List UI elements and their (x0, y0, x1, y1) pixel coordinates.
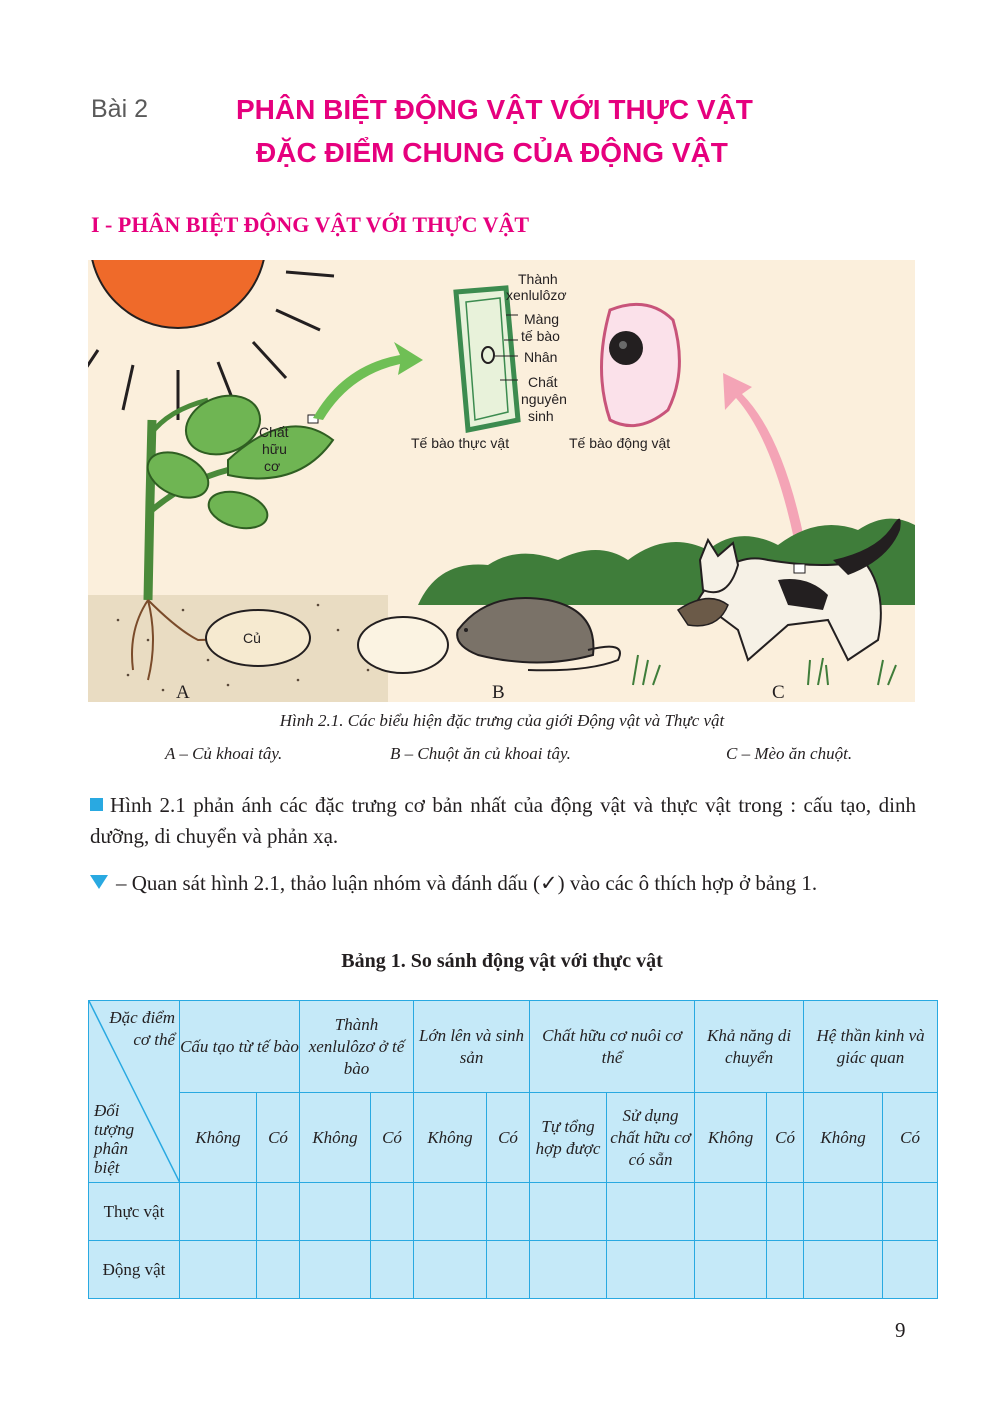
answer-cell[interactable] (530, 1183, 607, 1241)
figure-letter-b: B (492, 682, 505, 702)
figure-subcaption-b: B – Chuột ăn củ khoai tây. (390, 744, 571, 763)
corner-bottom-label: Đối tượng phân biệt (94, 1101, 135, 1177)
answer-cell[interactable] (180, 1183, 257, 1241)
group-header-cellulose-wall: Thành xenlulôzơ ở tế bào (300, 1001, 414, 1093)
square-bullet-icon (90, 798, 103, 811)
subheader-cell: Không (180, 1093, 257, 1183)
subheader-cell: Không (695, 1093, 767, 1183)
table-caption: Bảng 1. So sánh động vật với thực vật (341, 950, 663, 972)
answer-cell[interactable] (767, 1241, 804, 1299)
corner-top-label: Đặc điểm cơ thể (109, 1008, 175, 1049)
label-organic-1: Chất (259, 424, 289, 440)
table-row (89, 1183, 938, 1241)
group-header-growth: Lớn lên và sinh sản (414, 1001, 530, 1093)
paragraph-1-text: Hình 2.1 phản ánh các đặc trưng cơ bản nhất của động vật và thực vật trong : cấu tạo, dinh dưỡng, di chuyển và phản xạ. (90, 793, 916, 848)
comparison-table (88, 1000, 938, 1299)
label-organic-2: hữu (262, 441, 287, 457)
answer-cell[interactable] (414, 1183, 487, 1241)
answer-cell[interactable] (371, 1241, 414, 1299)
potato (358, 617, 448, 673)
subheader-cell: Sử dụng chất hữu cơ có sẵn (607, 1093, 695, 1183)
group-header-nervous-system: Hệ thần kinh và giác quan (804, 1001, 938, 1093)
lesson-title-line1: PHÂN BIỆT ĐỘNG VẬT VỚI THỰC VẬT (236, 94, 753, 125)
label-protoplasm-1: Chất (528, 374, 558, 390)
figure-letter-a: A (176, 682, 190, 702)
figure-subcaption-a: A – Củ khoai tây. (165, 744, 283, 763)
label-nucleus: Nhân (524, 349, 558, 365)
animal-cell-illustration (602, 304, 680, 425)
figure-letter-c: C (772, 682, 785, 702)
plant-cell-illustration (456, 288, 518, 430)
row-label-plant: Thực vật (89, 1183, 180, 1241)
lesson-title-line2: ĐẶC ĐIỂM CHUNG CỦA ĐỘNG VẬT (256, 137, 728, 168)
subheader-cell: Có (883, 1093, 938, 1183)
subheader-cell: Có (371, 1093, 414, 1183)
subheader-cell: Có (257, 1093, 300, 1183)
answer-cell[interactable] (487, 1241, 530, 1299)
answer-cell[interactable] (804, 1183, 883, 1241)
subheader-cell: Tự tổng hợp được (530, 1093, 607, 1183)
label-protoplasm-3: sinh (528, 408, 554, 424)
label-membrane-1: Màng (524, 311, 560, 327)
answer-cell[interactable] (607, 1183, 695, 1241)
answer-cell[interactable] (767, 1183, 804, 1241)
subheader-cell: Không (414, 1093, 487, 1183)
answer-cell[interactable] (695, 1241, 767, 1299)
answer-cell[interactable] (530, 1241, 607, 1299)
label-tuber: Củ (243, 630, 261, 646)
answer-cell[interactable] (257, 1241, 300, 1299)
answer-cell[interactable] (883, 1241, 938, 1299)
paragraph-2 (90, 868, 916, 899)
label-protoplasm-2: nguyên (521, 391, 567, 407)
answer-cell[interactable] (371, 1183, 414, 1241)
arrow-to-plant-cell (313, 342, 423, 420)
paragraph-2-text: – Quan sát hình 2.1, thảo luận nhóm và đánh dấu (✓) vào các ô thích hợp ở bảng 1. (116, 871, 818, 895)
figure-subcaption-c: C – Mèo ăn chuột. (726, 744, 853, 763)
subheader-cell: Có (767, 1093, 804, 1183)
answer-cell[interactable] (300, 1183, 371, 1241)
lesson-number: Bài 2 (91, 95, 148, 123)
subheader-cell: Không (300, 1093, 371, 1183)
label-animal-cell: Tế bào động vật (569, 435, 671, 451)
answer-cell[interactable] (414, 1241, 487, 1299)
figure-illustration (88, 260, 915, 702)
page-number: 9 (895, 1318, 906, 1342)
figure-caption: Hình 2.1. Các biểu hiện đặc trưng của giới Động vật và Thực vật (279, 711, 725, 730)
label-cell-wall-2: xenlulôzơ (506, 287, 567, 303)
group-header-mobility: Khả năng di chuyển (695, 1001, 804, 1093)
answer-cell[interactable] (487, 1183, 530, 1241)
answer-cell[interactable] (180, 1241, 257, 1299)
figure-2-1 (88, 260, 915, 702)
answer-cell[interactable] (257, 1183, 300, 1241)
paragraph-1 (90, 790, 916, 852)
group-header-organic-matter: Chất hữu cơ nuôi cơ thể (530, 1001, 695, 1093)
sun-icon (88, 260, 334, 420)
table-row (89, 1241, 938, 1299)
answer-cell[interactable] (804, 1241, 883, 1299)
triangle-bullet-icon (90, 875, 108, 889)
label-membrane-2: tế bào (521, 328, 560, 344)
subheader-cell: Có (487, 1093, 530, 1183)
group-header-cell-structure: Cấu tạo từ tế bào (180, 1001, 300, 1093)
subheader-cell: Không (804, 1093, 883, 1183)
answer-cell[interactable] (883, 1183, 938, 1241)
answer-cell[interactable] (695, 1183, 767, 1241)
label-organic-3: cơ (264, 458, 281, 474)
label-plant-cell: Tế bào thực vật (411, 435, 510, 451)
table-corner-cell (89, 1001, 180, 1183)
answer-cell[interactable] (607, 1241, 695, 1299)
section-heading: I - PHÂN BIỆT ĐỘNG VẬT VỚI THỰC VẬT (91, 212, 530, 237)
row-label-animal: Động vật (89, 1241, 180, 1299)
label-cell-wall-1: Thành (518, 271, 558, 287)
answer-cell[interactable] (300, 1241, 371, 1299)
